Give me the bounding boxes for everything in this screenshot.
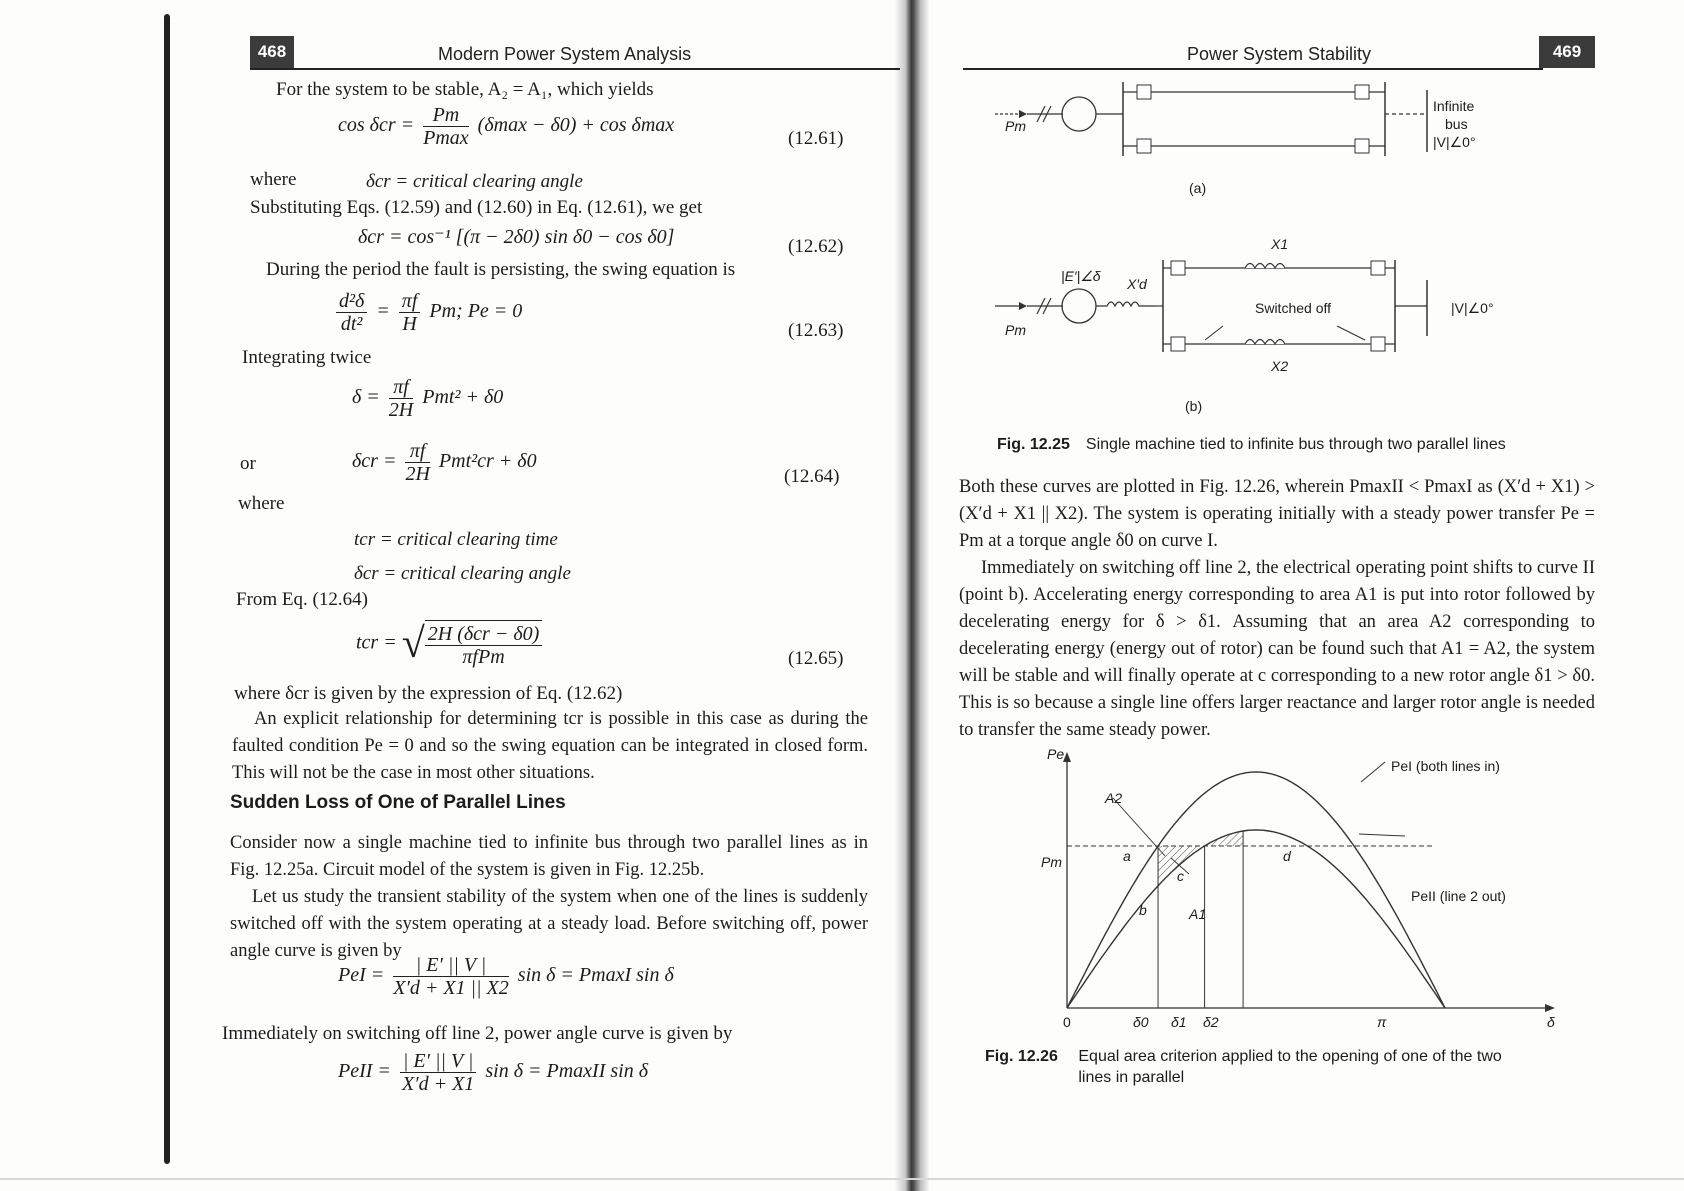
paragraph-text: Immediately on switching off line 2, the electrical operating point shifts to curve II (point b). Accelerating energy corresponding to area A1 is put into rotor followed by decelerating energy for δ > δ1. Assuming that an area A2 corresponding to decelerating energy (energy out of rotor) can be found such that A1 = A2, the system will be stable and will finally operate at c corresponding to a new rotor angle δ1 > δ0. This is so because a single line offers larger reactance and larger rotor angle is needed to transfer the same steady power. (959, 558, 1595, 740)
equation-12-63 (332, 290, 522, 335)
pointer-line (1359, 834, 1405, 836)
equation-rest: sin δ = PmaxI sin δ (517, 964, 674, 987)
fraction-numerator: | E′ || V | (393, 954, 509, 977)
running-head: Power System Stability (1187, 44, 1372, 64)
label-switched-off: Switched off (1255, 300, 1332, 316)
fraction (399, 290, 421, 335)
equation-number: (12.63) (788, 320, 844, 341)
paragraph-text: Let us study the transient stability of the system when one of the lines is suddenly switched off with the system operating at a steady load. Before switching off, power angle curve is given by (230, 887, 868, 961)
fraction-numerator: πf (389, 376, 413, 399)
equation-pei (338, 954, 674, 999)
breaker-icon (1355, 85, 1369, 99)
equation-peii (338, 1050, 648, 1095)
label-e: |E′|∠δ (1061, 268, 1101, 284)
equation-lhs: δcr = (352, 450, 397, 473)
text-line: During the period the fault is persisting, the swing equation is (266, 259, 736, 280)
label-peii: PeII (line 2 out) (1411, 888, 1506, 904)
label-xd: X′d (1127, 276, 1147, 292)
tick-delta0: δ0 (1133, 1014, 1149, 1030)
paragraph-text: Both these curves are plotted in Fig. 12.26, wherein PmaxII < PmaxI as (X′d + X1) > (X′d + X1 || X2). The system is operating initially with a steady power transfer Pe = Pm at a torque angle δ0 on curve I. (959, 477, 1595, 551)
definition-tcr: tcr = critical clearing time (354, 529, 558, 550)
breaker-icon (1137, 85, 1151, 99)
header-rule (963, 68, 1543, 70)
fraction (400, 1050, 476, 1095)
text-line: Substituting Eqs. (12.59) and (12.60) in Eq. (12.61), we get (250, 197, 703, 218)
input-arrow-head (1019, 110, 1027, 118)
fraction-denominator: 2H (388, 399, 414, 421)
header-rule (250, 68, 900, 70)
fraction (393, 954, 509, 999)
tick-pi: π (1377, 1014, 1387, 1030)
figure-a-label: (a) (1189, 180, 1207, 196)
fraction (405, 440, 429, 485)
label-pe: Pe (1047, 746, 1065, 762)
fraction-denominator: πfPm (462, 646, 505, 668)
sqrt-sign: √ (401, 621, 425, 667)
paragraph-text: Consider now a single machine tied to infinite bus through two parallel lines as in Fig. 12.25a. Circuit model of the system is given in Fig. 12.25b. (230, 833, 868, 880)
breaker-icon (1371, 337, 1385, 351)
equation-lhs: cos δcr = (338, 114, 415, 137)
pointer-line (1113, 798, 1165, 856)
reactance-x1-icon (1245, 264, 1285, 269)
label-x1: X1 (1271, 236, 1289, 252)
pointer-line (1361, 762, 1385, 782)
fraction (389, 376, 413, 421)
equation-number: (12.61) (788, 128, 844, 149)
equation-lhs: tcr = (356, 631, 397, 654)
figure-12-26-caption (985, 1046, 1535, 1088)
label-origin: 0 (1063, 1014, 1071, 1030)
page-number: 469 (1539, 36, 1595, 68)
label-voltage: |V|∠0° (1433, 134, 1476, 150)
curve-pei (1067, 772, 1445, 1008)
fraction (336, 290, 367, 335)
paragraph (230, 884, 868, 965)
equation-number: (12.62) (788, 236, 844, 257)
paragraph (232, 706, 868, 787)
paragraph (959, 555, 1595, 744)
label-bus: bus (1445, 116, 1468, 132)
label-infinite: Infinite (1433, 98, 1475, 114)
fraction-denominator: X′d + X1 || X2 (393, 977, 509, 999)
label-point-a: a (1123, 848, 1131, 864)
left-page-header (228, 36, 888, 76)
equation-rest: Pmt²cr + δ0 (438, 450, 537, 473)
right-page (955, 0, 1595, 1191)
fraction-denominator: dt² (340, 313, 363, 335)
generator-icon (1062, 289, 1096, 323)
x-axis-arrow (1545, 1004, 1555, 1012)
equation-lhs: PeII = (338, 1060, 391, 1083)
text-line: Integrating twice (242, 347, 372, 368)
fraction-numerator: πf (405, 440, 429, 463)
definition-dcr: δcr = critical clearing angle (354, 563, 571, 584)
fraction-denominator: X′d + X1 (401, 1073, 475, 1095)
label-a1: A1 (1189, 906, 1207, 922)
figure-12-25-caption (997, 434, 1557, 455)
equation-12-62: δcr = cos⁻¹ [(π − 2δ0) sin δ0 − cos δ0] (358, 226, 675, 248)
fraction-denominator: H (402, 313, 417, 335)
fraction-numerator: 2H (δcr − δ0) (425, 623, 543, 646)
breaker-icon (1355, 139, 1369, 153)
equation-eq: = (376, 300, 390, 323)
tick-delta1: δ1 (1171, 1014, 1187, 1030)
equation-number: (12.65) (788, 648, 844, 669)
area-a2 (1205, 831, 1244, 846)
label-pei: PeI (both lines in) (1391, 758, 1500, 774)
label-x2: X2 (1271, 358, 1289, 374)
text-line: Immediately on switching off line 2, power angle curve is given by (222, 1023, 733, 1044)
fraction-numerator: πf (399, 290, 421, 313)
definition-dcr: δcr = critical clearing angle (366, 171, 583, 192)
breaker-icon (1137, 139, 1151, 153)
tick-delta2: δ2 (1203, 1014, 1219, 1030)
text-where: where (250, 169, 297, 190)
caption-number: Fig. 12.26 (985, 1048, 1058, 1065)
fraction (425, 620, 543, 668)
fraction (423, 104, 469, 149)
equation-lhs: PeI = (338, 964, 385, 987)
text-where: where (238, 493, 285, 514)
label-point-c: c (1177, 868, 1184, 884)
equation-12-61 (338, 104, 674, 149)
text-line: For the system to be stable, A₂ = A₁, which yields (276, 79, 654, 100)
page-number: 468 (250, 36, 294, 68)
equation-rest: (δmax − δ0) + cos δmax (477, 114, 675, 137)
input-arrow-head (1019, 302, 1027, 310)
book-gutter (895, 0, 929, 1191)
breaker-icon (1171, 337, 1185, 351)
equation-12-64 (352, 440, 537, 485)
figure-b-label: (b) (1185, 398, 1203, 414)
right-page-header (955, 36, 1595, 76)
page-edge-shadow (164, 14, 170, 1164)
label-point-b: b (1139, 902, 1147, 918)
fraction-numerator: | E′ || V | (400, 1050, 476, 1073)
equation-rest: Pm; Pe = 0 (429, 300, 523, 323)
paragraph-text: An explicit relationship for determining tcr is possible in this case as during the faulted condition Pe = 0 and so the swing equation can be integrated in closed form. This will not be the case in most other situations. (232, 709, 868, 783)
figure-12-26-plot (1015, 752, 1595, 1042)
text-or: or (240, 453, 256, 474)
equation-lhs: δ = (352, 386, 380, 409)
pointer-line (1205, 326, 1223, 340)
breaker-icon (1171, 261, 1185, 275)
paragraph (230, 830, 868, 884)
axis-label-delta: δ (1547, 1014, 1555, 1030)
label-pm: Pm (1041, 854, 1062, 870)
label-a2: A2 (1105, 790, 1123, 806)
equation-rest: sin δ = PmaxII sin δ (485, 1060, 649, 1083)
caption-text: Equal area criterion applied to the opening of one of the two lines in parallel (1078, 1048, 1502, 1086)
paragraph (959, 474, 1595, 555)
reactance-x2-icon (1245, 340, 1285, 345)
pointer-line (1337, 326, 1365, 340)
generator-icon (1062, 97, 1096, 131)
y-axis-arrow (1063, 752, 1071, 762)
equation-number: (12.64) (784, 466, 840, 487)
running-head: Modern Power System Analysis (438, 44, 692, 64)
caption-number: Fig. 12.25 (997, 436, 1070, 453)
fraction-numerator: d²δ (336, 290, 367, 313)
fraction-numerator: Pm (423, 104, 469, 127)
text-line: where δcr is given by the expression of Eq. (12.62) (234, 683, 623, 704)
label-pm: Pm (1005, 322, 1026, 338)
section-heading: Sudden Loss of One of Parallel Lines (230, 792, 566, 813)
label-point-d: d (1283, 848, 1291, 864)
label-pm: Pm (1005, 118, 1026, 134)
breaker-icon (1371, 261, 1385, 275)
equation-12-65 (356, 620, 546, 668)
caption-text: Single machine tied to infinite bus through two parallel lines (1085, 436, 1506, 453)
label-voltage: |V|∠0° (1451, 300, 1494, 316)
text-line: From Eq. (12.64) (236, 589, 368, 610)
fraction-denominator: 2H (405, 463, 430, 485)
left-page (222, 0, 888, 1191)
equation-delta (352, 376, 503, 421)
equation-rest: Pmt² + δ0 (422, 386, 504, 409)
fraction-denominator: Pmax (423, 127, 469, 149)
reactance-xd-icon (1096, 302, 1155, 306)
